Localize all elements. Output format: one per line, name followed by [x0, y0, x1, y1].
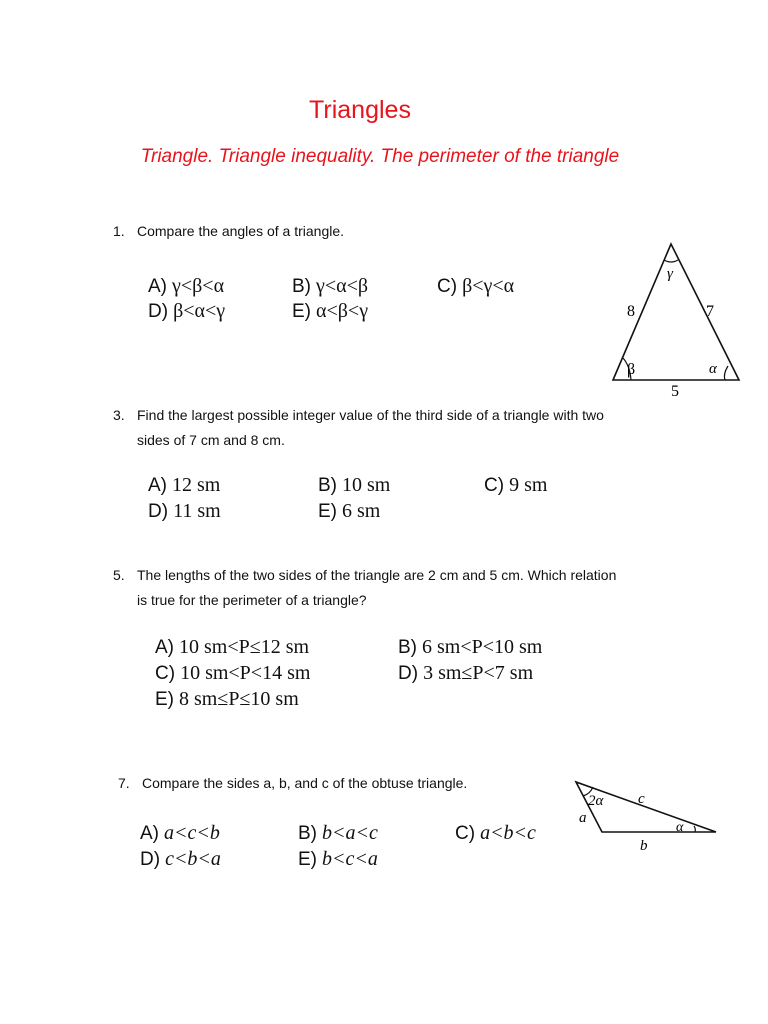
angle-alpha-label: α — [709, 361, 717, 377]
answer-value: α<β<γ — [316, 300, 369, 322]
answer-value: 11 sm — [173, 500, 221, 522]
question-3 — [113, 403, 713, 455]
answer-letter: C) — [455, 823, 476, 844]
answer-value: 6 sm — [342, 500, 381, 522]
obtuse-triangle-figure — [568, 772, 723, 858]
question-7 — [118, 771, 568, 796]
answer-value: 8 sm≤P≤10 sm — [179, 688, 299, 710]
side-base-label: 5 — [671, 383, 679, 400]
page-title: Triangles — [309, 96, 411, 124]
triangle-figure-1 — [605, 236, 750, 401]
answer-1b — [292, 275, 368, 298]
answer-letter: D) — [140, 849, 161, 870]
question-text-line-1: Find the largest possible integer value of the third side of a triangle with two — [137, 407, 604, 423]
answer-value: c<b<a — [165, 848, 221, 870]
answer-7a — [140, 822, 220, 845]
question-text: Compare the angles of a triangle. — [137, 223, 345, 239]
answer-value: β<γ<α — [462, 275, 515, 297]
answer-letter: E) — [292, 301, 311, 322]
answer-5e — [155, 688, 299, 711]
answer-letter: B) — [318, 475, 337, 496]
answer-letter: A) — [155, 637, 174, 658]
answer-value: 10 sm<P<14 sm — [180, 662, 311, 684]
answer-7c — [455, 822, 536, 845]
answer-letter: A) — [140, 823, 159, 844]
answer-value: 3 sm≤P<7 sm — [423, 662, 534, 684]
answer-5b — [398, 636, 542, 659]
answer-letter: D) — [148, 501, 169, 522]
side-a-label: a — [579, 810, 587, 826]
answer-7d — [140, 848, 221, 871]
answer-3d — [148, 500, 221, 523]
answer-1d — [148, 300, 225, 323]
question-number: 3. — [113, 407, 125, 423]
answer-value: β<α<γ — [173, 300, 226, 322]
answer-value: 12 sm — [172, 474, 221, 496]
answer-3a — [148, 474, 220, 497]
answer-letter: B) — [292, 276, 311, 297]
answer-letter: B) — [398, 637, 417, 658]
answer-7b — [298, 822, 378, 845]
question-1 — [113, 219, 673, 244]
answer-5c — [155, 662, 310, 685]
angle-arc-right — [724, 366, 728, 380]
side-left-label: 8 — [627, 303, 635, 320]
answer-letter: E) — [318, 501, 337, 522]
answer-value: γ<β<α — [172, 275, 225, 297]
answer-value: 9 sm — [509, 474, 548, 496]
question-text-line-2: sides of 7 cm and 8 cm. — [137, 432, 285, 448]
question-text-line-2: is true for the perimeter of a triangle? — [137, 592, 367, 608]
side-b-label: b — [640, 838, 648, 854]
angle-2alpha-label: 2α — [588, 793, 604, 809]
answer-1a — [148, 275, 224, 298]
page-subtitle: Triangle. Triangle inequality. The perimeter of the triangle — [140, 146, 620, 167]
answer-value: b<c<a — [322, 848, 378, 870]
answer-1e — [292, 300, 368, 323]
answer-1c — [437, 275, 514, 298]
side-right-label: 7 — [706, 303, 714, 320]
question-number: 1. — [113, 223, 125, 239]
side-c-label: c — [638, 791, 645, 807]
answer-letter: D) — [398, 663, 419, 684]
answer-5a — [155, 636, 309, 659]
answer-letter: E) — [155, 689, 174, 710]
answer-value: a<b<c — [480, 822, 536, 844]
question-number: 7. — [118, 775, 130, 791]
answer-value: 10 sm — [342, 474, 391, 496]
answer-letter: D) — [148, 301, 169, 322]
answer-value: 6 sm<P<10 sm — [422, 636, 543, 658]
answer-3c — [484, 474, 547, 497]
angle-arc-top — [664, 260, 678, 262]
angle-gamma-label: γ — [667, 266, 673, 282]
answer-letter: A) — [148, 475, 167, 496]
answer-letter: A) — [148, 276, 167, 297]
question-5 — [113, 563, 723, 615]
answer-3e — [318, 500, 380, 523]
answer-5d — [398, 662, 533, 685]
question-text: Compare the sides a, b, and c of the obtuse triangle. — [142, 775, 468, 791]
answer-letter: B) — [298, 823, 317, 844]
answer-value: 10 sm<P≤12 sm — [179, 636, 310, 658]
answer-letter: C) — [437, 276, 458, 297]
answer-letter: E) — [298, 849, 317, 870]
answer-value: γ<α<β — [316, 275, 369, 297]
angle-beta-label: β — [627, 361, 636, 378]
answer-letter: C) — [484, 475, 505, 496]
answer-3b — [318, 474, 390, 497]
answer-7e — [298, 848, 378, 871]
angle-arc-right — [694, 826, 695, 832]
question-number: 5. — [113, 567, 125, 583]
angle-alpha-label: α — [676, 820, 684, 835]
answer-value: b<a<c — [322, 822, 378, 844]
answer-letter: C) — [155, 663, 176, 684]
question-text-line-1: The lengths of the two sides of the triangle are 2 cm and 5 cm. Which relation — [137, 567, 617, 583]
answer-value: a<c<b — [164, 822, 220, 844]
